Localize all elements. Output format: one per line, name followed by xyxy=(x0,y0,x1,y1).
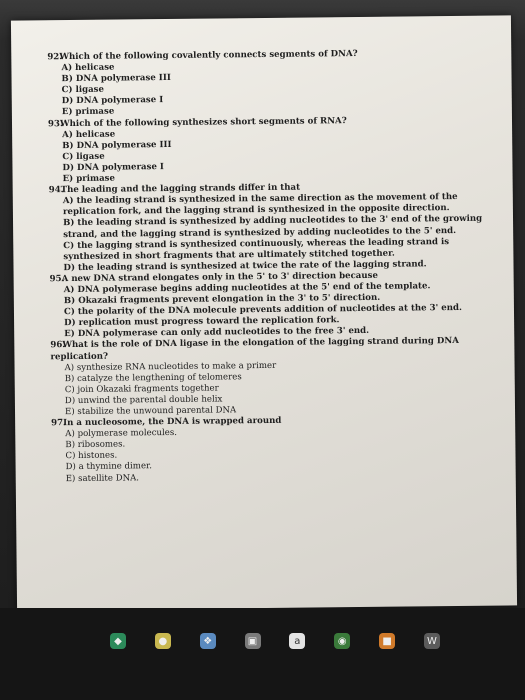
app-dock xyxy=(110,628,440,654)
option-b: B) the leading strand is synthesized by adding nucleotides to the 3' end of the growing strand, and the lagging strand is synthesized by adding nucleotides to the 5' end. xyxy=(62,214,483,240)
dropbox-icon[interactable]: ❖ xyxy=(200,633,216,649)
option-c: C) join Okazaki fragments together xyxy=(64,383,219,395)
question-stem: 92.Which of the following covalently connects segments of DNA? xyxy=(47,49,358,63)
app-icon-1[interactable]: ◆ xyxy=(110,633,126,649)
question-96 xyxy=(50,336,506,418)
option-b: B) Okazaki fragments prevent elongation in the 3' to 5' direction. xyxy=(63,292,381,307)
app-icon-4[interactable]: ▣ xyxy=(245,633,261,649)
option-d: D) DNA polymerase I xyxy=(61,95,164,107)
laptop-screen-edge xyxy=(0,608,525,700)
question-stem: 93.Which of the following synthesizes short segments of RNA? xyxy=(47,115,347,129)
amazon-icon[interactable]: a xyxy=(289,633,305,649)
option-d: D) replication must progress toward the replication fork. xyxy=(64,315,340,329)
option-e: E) stabilize the unwound parental DNA xyxy=(64,405,237,418)
option-d: D) a thymine dimer. xyxy=(65,461,152,473)
option-a: A) DNA polymerase begins adding nucleotides at the 5' end of the template. xyxy=(63,281,431,296)
question-93 xyxy=(48,114,504,185)
question-stem: 94.The leading and the lagging strands differ in that xyxy=(48,182,301,196)
option-e: E) DNA polymerase can only add nucleotides to the free 3' end. xyxy=(64,326,370,340)
app-icon-2[interactable]: ● xyxy=(155,633,171,649)
app-icon-6[interactable]: ◉ xyxy=(334,633,350,649)
option-b: B) DNA polymerase III xyxy=(61,73,171,85)
option-a: A) polymerase molecules. xyxy=(65,428,178,440)
question-92 xyxy=(47,47,503,118)
app-icon-7[interactable]: ■ xyxy=(379,633,395,649)
question-stem: 95.A new DNA strand elongates only in the 5' to 3' direction because xyxy=(49,270,378,285)
option-a: A) synthesize RNA nucleotides to make a primer xyxy=(64,360,277,373)
question-stem: 96.What is the role of DNA ligase in the elongation of the lagging strand during DNA replication? xyxy=(50,336,459,362)
question-95 xyxy=(50,269,506,340)
option-c: C) the polarity of the DNA molecule prevents addition of nucleotides at the 3' end. xyxy=(63,303,462,318)
option-b: B) ribosomes. xyxy=(65,439,126,451)
word-icon[interactable]: W xyxy=(424,633,440,649)
option-e: E) primase xyxy=(61,107,115,118)
option-b: B) catalyze the lengthening of telomeres xyxy=(64,371,242,384)
option-c: C) ligase xyxy=(62,151,105,162)
option-c: C) histones. xyxy=(65,450,118,462)
question-97 xyxy=(51,414,507,485)
option-d: D) the leading strand is synthesized at twice the rate of the lagging strand. xyxy=(63,259,427,273)
option-b: B) DNA polymerase III xyxy=(62,139,172,151)
option-e: E) primase xyxy=(62,173,116,185)
option-a: A) helicase xyxy=(61,62,115,74)
question-stem: 97.In a nucleosome, the DNA is wrapped around xyxy=(51,415,282,429)
option-c: C) the lagging strand is synthesized continuously, whereas the leading strand is synthesized in short fragments that are ultimately stitched together. xyxy=(63,236,450,262)
option-a: A) helicase xyxy=(62,129,116,140)
question-94 xyxy=(49,181,505,275)
question-list xyxy=(47,47,507,484)
worksheet-paper xyxy=(11,15,517,610)
option-e: E) satellite DNA. xyxy=(65,472,140,484)
option-d: D) unwind the parental double helix xyxy=(64,394,223,406)
option-c: C) ligase xyxy=(61,84,105,96)
option-d: D) DNA polymerase I xyxy=(62,161,164,174)
option-a: A) the leading strand is synthesized in the same direction as the movement of the replication fork, and the lagging strand is synthesized in the opposite direction. xyxy=(62,192,458,218)
